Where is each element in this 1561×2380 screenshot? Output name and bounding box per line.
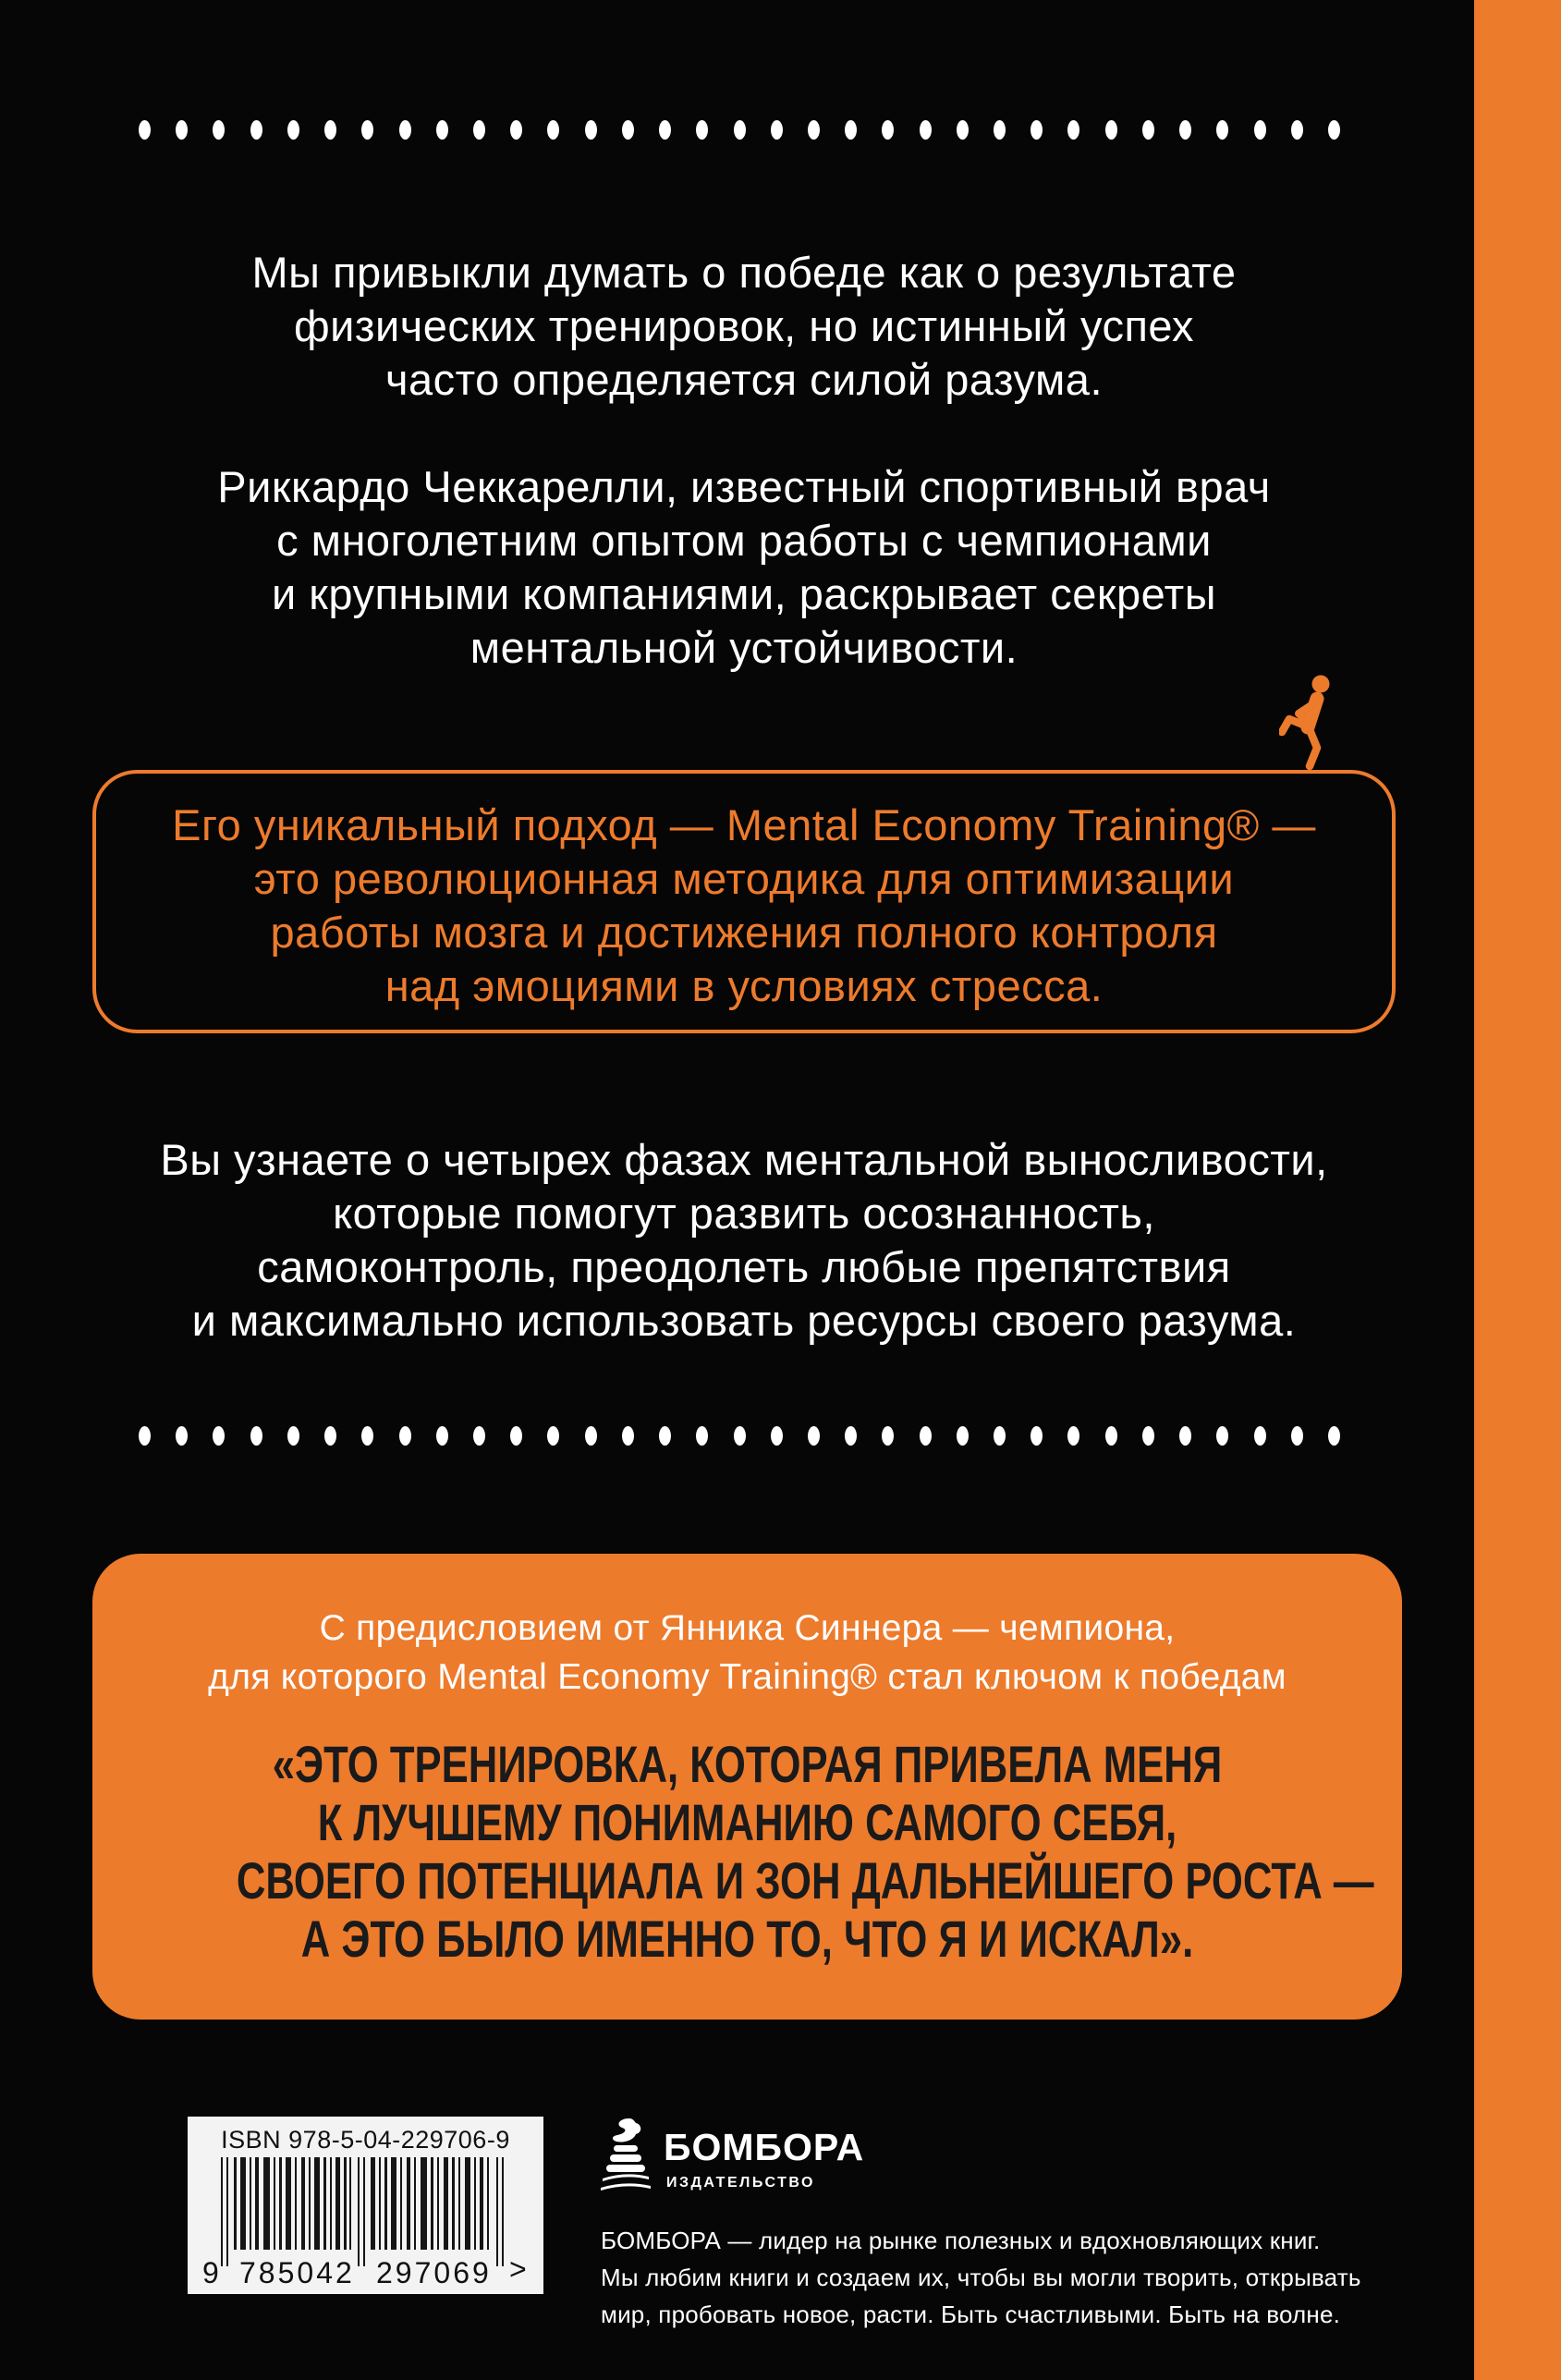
paragraph-line: и крупными компаниями, раскрывает секреты [271,569,1216,618]
dot [659,120,671,140]
publisher-name: БОМБОРА [664,2126,865,2168]
quote-line: «ЭТО ТРЕНИРОВКА, КОТОРАЯ ПРИВЕЛА МЕНЯ [272,1735,1223,1793]
dot [1179,120,1191,140]
dot [808,1426,820,1446]
dot [957,1426,969,1446]
dot [696,120,708,140]
quote-line: К ЛУЧШЕМУ ПОНИМАНИЮ САМОГО СЕБЯ, [317,1793,1177,1851]
dot [771,120,783,140]
spine-accent-stripe [1474,0,1561,2380]
publisher-about-text [601,2222,1361,2333]
paragraph-line: Риккардо Чеккарелли, известный спортивный врач [217,462,1271,511]
paragraph-line: Вы узнаете о четырех фазах ментальной выносливости, [160,1135,1328,1184]
dot [845,1426,857,1446]
bombora-surfer-logo-icon [599,2118,654,2193]
dot [324,120,336,140]
dot [1031,1426,1043,1446]
dot [920,120,932,140]
dot [1291,1426,1303,1446]
dot [324,1426,336,1446]
dot [213,120,225,140]
dot [696,1426,708,1446]
dot [1216,120,1228,140]
dot [213,1426,225,1446]
dot [585,120,597,140]
dot [547,1426,559,1446]
dot [845,120,857,140]
method-line: Его уникальный подход — Mental Economy Training® — [172,800,1316,849]
running-man-icon [1279,674,1338,770]
dot [250,120,262,140]
dot [1328,120,1340,140]
dot [585,1426,597,1446]
dot [1142,120,1154,140]
dot [176,120,188,140]
dot [1216,1426,1228,1446]
quote-line: СВОЕГО ПОТЕНЦИАЛА И ЗОН ДАЛЬНЕЙШЕГО РОСТА — [236,1851,1374,1910]
decorative-dots-row-bottom [139,1426,1340,1446]
barcode-arrow: > [509,2252,527,2286]
paragraph-line: с многолетним опытом работы с чемпионами [276,516,1212,565]
dot [473,1426,485,1446]
paragraph-phases [88,1133,1400,1348]
dot [436,1426,448,1446]
decorative-dots-row-top [139,120,1340,140]
dot [361,1426,373,1446]
dot [510,1426,522,1446]
dot [920,1426,932,1446]
paragraph-line: ментальной устойчивости. [470,623,1018,672]
dot [510,120,522,140]
dot [1291,120,1303,140]
dot [808,120,820,140]
dot [1254,120,1266,140]
dot [1031,120,1043,140]
method-line: работы мозга и достижения полного контроля [270,908,1218,957]
dot [399,120,411,140]
dot [957,120,969,140]
method-text [96,799,1392,1013]
dot [622,1426,634,1446]
paragraph-line: и максимально использовать ресурсы своего разума. [191,1296,1297,1345]
dot [1142,1426,1154,1446]
dot [994,1426,1006,1446]
dot [139,1426,151,1446]
dot [882,120,894,140]
dot [734,1426,746,1446]
dot [250,1426,262,1446]
dot [1254,1426,1266,1446]
method-outline-box [92,770,1396,1033]
dot [1067,1426,1079,1446]
dot [994,120,1006,140]
dot [176,1426,188,1446]
dot [361,120,373,140]
about-line: мир, пробовать новое, расти. Быть счастливыми. Быть на волне. [601,2301,1341,2328]
dot [771,1426,783,1446]
isbn-barcode-panel [188,2117,543,2294]
dot [287,1426,299,1446]
intro-line: для которого Mental Economy Training® стал ключом к победам [208,1657,1287,1697]
barcode-digit-left: 9 [202,2256,219,2288]
paragraph-line: Мы привыкли думать о победе как о результате [251,248,1237,297]
paragraph-line: самоконтроль, преодолеть любые препятствия [257,1242,1231,1291]
dot [1067,120,1079,140]
dot [1105,120,1117,140]
dot [547,120,559,140]
paragraph-line: физических тренировок, но истинный успех [294,301,1194,350]
about-line: Мы любим книги и создаем их, чтобы вы могли творить, открывать [601,2264,1361,2291]
dot [622,120,634,140]
paragraph-intro [88,246,1400,407]
dot [882,1426,894,1446]
dot [1328,1426,1340,1446]
paragraph-line: часто определяется силой разума. [384,355,1104,404]
dot [734,120,746,140]
paragraph-author [88,460,1400,675]
dot [287,120,299,140]
dot [436,120,448,140]
dot [1179,1426,1191,1446]
barcode-digits-group1: 785042 [239,2256,355,2288]
isbn-label: ISBN 978-5-04-229706-9 [221,2126,510,2154]
testimonial-box [92,1554,1402,2020]
ean13-barcode [202,2157,529,2288]
quote-line: А ЭТО БЫЛО ИМЕННО ТО, ЧТО Я И ИСКАЛ». [300,1910,1194,1968]
intro-line: С предисловием от Янника Синнера — чемпиона, [319,1608,1176,1648]
dot [399,1426,411,1446]
paragraph-line: которые помогут развить осознанность, [333,1189,1155,1238]
dot [1105,1426,1117,1446]
method-line: это революционная методика для оптимизации [253,854,1235,903]
dot [659,1426,671,1446]
dot [473,120,485,140]
barcode-digits-group2: 297069 [376,2256,492,2288]
dot [139,120,151,140]
about-line: БОМБОРА — лидер на рынке полезных и вдохновляющих книг. [601,2227,1321,2254]
testimonial-intro [92,1604,1402,1702]
method-line: над эмоциями в условиях стресса. [384,961,1104,1010]
testimonial-quote [92,1735,1402,1968]
publisher-subtitle: ИЗДАТЕЛЬСТВО [666,2175,815,2191]
